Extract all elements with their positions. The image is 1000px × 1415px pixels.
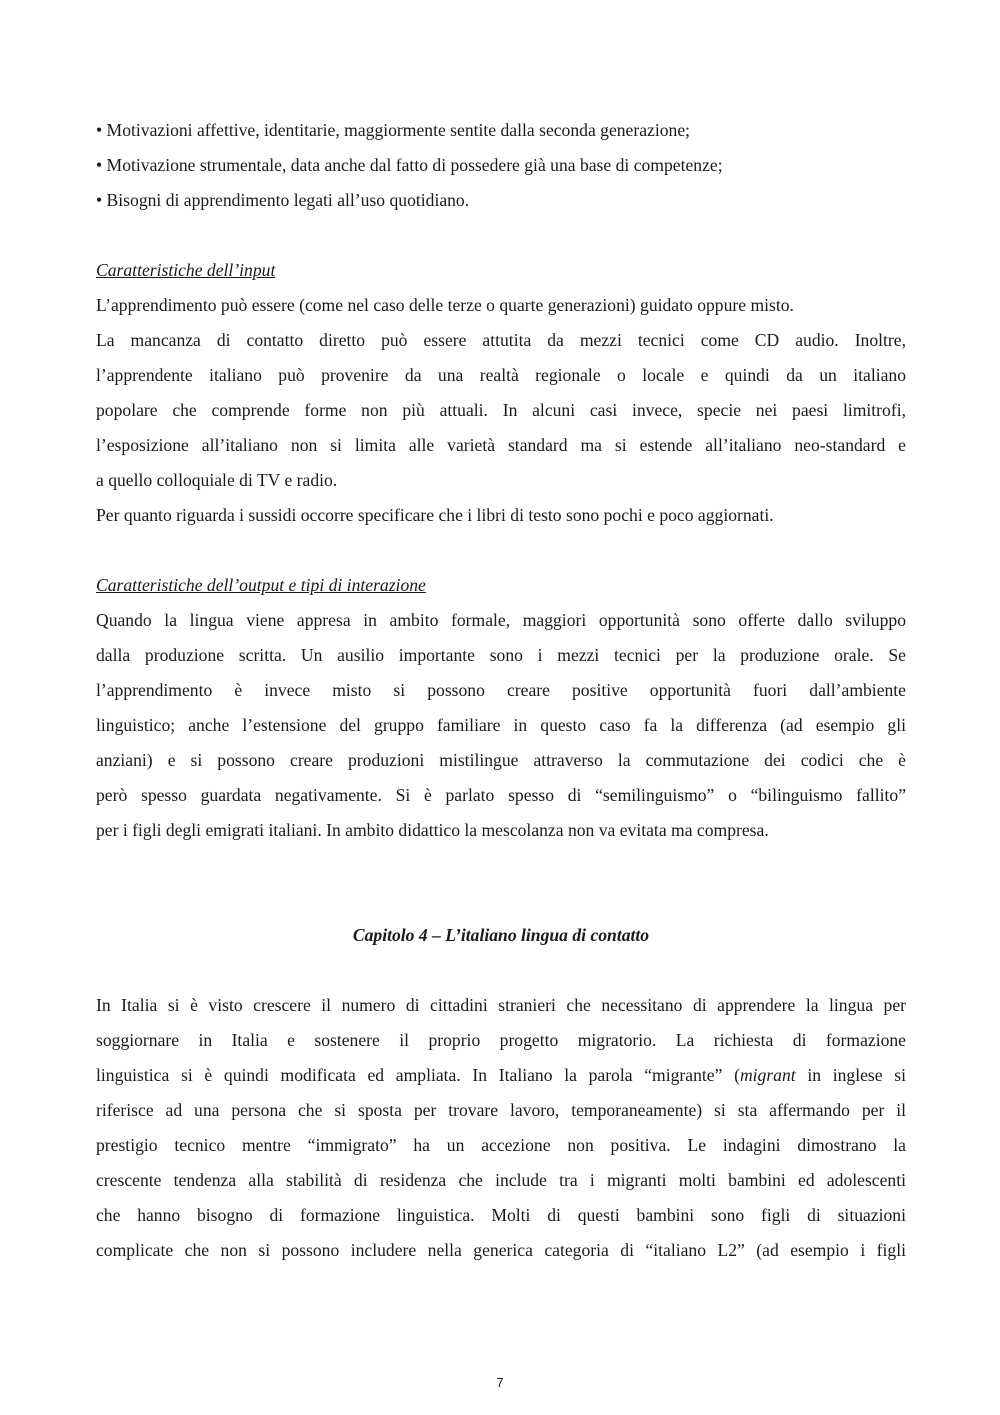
chapter-title: Capitolo 4 – L’italiano lingua di contatto [352,925,650,945]
text-line: l’apprendimento è invece misto si possono creare positive opportunità fuori dall’ambiente [96,680,906,700]
section-body-input [96,288,906,533]
text-line: La mancanza di contatto diretto può essere attutita da mezzi tecnici come CD audio. Inoltre, [96,330,906,350]
text-line: linguistico; anche l’estensione del gruppo familiare in questo caso fa la differenza (ad esempio gli [96,715,906,735]
text-line: crescente tendenza alla stabilità di residenza che include tra i migranti molti bambini ed adolescenti [96,1170,906,1190]
text-line: l’apprendente italiano può provenire da una realtà regionale o locale e quindi da un italiano [96,365,906,385]
spacer [96,533,906,568]
text-line: L’apprendimento può essere (come nel caso delle terze o quarte generazioni) guidato oppure misto. [96,295,794,315]
bullet-item: • Motivazioni affettive, identitarie, maggiormente sentite dalla seconda generazione; [96,120,691,140]
section-heading-input: Caratteristiche dell’input [96,260,276,280]
text-line: Quando la lingua viene appresa in ambito formale, maggiori opportunità sono offerte dallo sviluppo [96,610,906,630]
text-line: a quello colloquiale di TV e radio. [96,470,338,490]
text-line: dalla produzione scritta. Un ausilio importante sono i mezzi tecnici per la produzione orale. Se [96,645,906,665]
text-line: soggiornare in Italia e sostenere il proprio progetto migratorio. La richiesta di formazione [96,1030,906,1050]
text-segment: linguistica si è quindi modificata ed ampliata. In Italiano la parola “migrante” ( [96,1065,740,1085]
spacer [96,218,906,253]
section-heading-output: Caratteristiche dell’output e tipi di interazione [96,575,426,595]
bullet-item: • Motivazione strumentale, data anche dal fatto di possedere già una base di competenze; [96,155,723,175]
document-page [96,113,906,1268]
text-line: popolare che comprende forme non più attuali. In alcuni casi invece, specie nei paesi limitrofi, [96,400,906,420]
text-line: Per quanto riguarda i sussidi occorre specificare che i libri di testo sono pochi e poco aggiornati. [96,505,774,525]
chapter-body [96,988,906,1268]
text-line: anziani) e si possono creare produzioni mistilingue attraverso la commutazione dei codici che è [96,750,906,770]
spacer [96,848,906,918]
emphasis-migrant: migrant [739,1065,796,1085]
page-number: 7 [496,1375,504,1390]
text-segment: in inglese si [795,1065,906,1085]
text-line [96,1058,906,1093]
spacer [96,953,906,988]
text-line: che hanno bisogno di formazione linguistica. Molti di questi bambini sono figli di situazioni [96,1205,906,1225]
text-line: l’esposizione all’italiano non si limita alle varietà standard ma si estende all’italiano neo-standard e [96,435,906,455]
text-line: però spesso guardata negativamente. Si è parlato spesso di “semilinguismo” o “bilinguismo fallito” [96,785,906,805]
bullet-item: • Bisogni di apprendimento legati all’uso quotidiano. [96,190,470,210]
section-body-output [96,603,906,848]
text-line: riferisce ad una persona che si sposta per trovare lavoro, temporaneamente) si sta affermando per il [96,1100,906,1120]
text-line: per i figli degli emigrati italiani. In ambito didattico la mescolanza non va evitata ma compresa. [96,820,769,840]
text-line: prestigio tecnico mentre “immigrato” ha un accezione non positiva. Le indagini dimostrano la [96,1135,906,1155]
text-line: In Italia si è visto crescere il numero di cittadini stranieri che necessitano di apprendere la lingua per [96,995,906,1015]
text-line: complicate che non si possono includere nella generica categoria di “italiano L2” (ad esempio i figli [96,1240,906,1260]
